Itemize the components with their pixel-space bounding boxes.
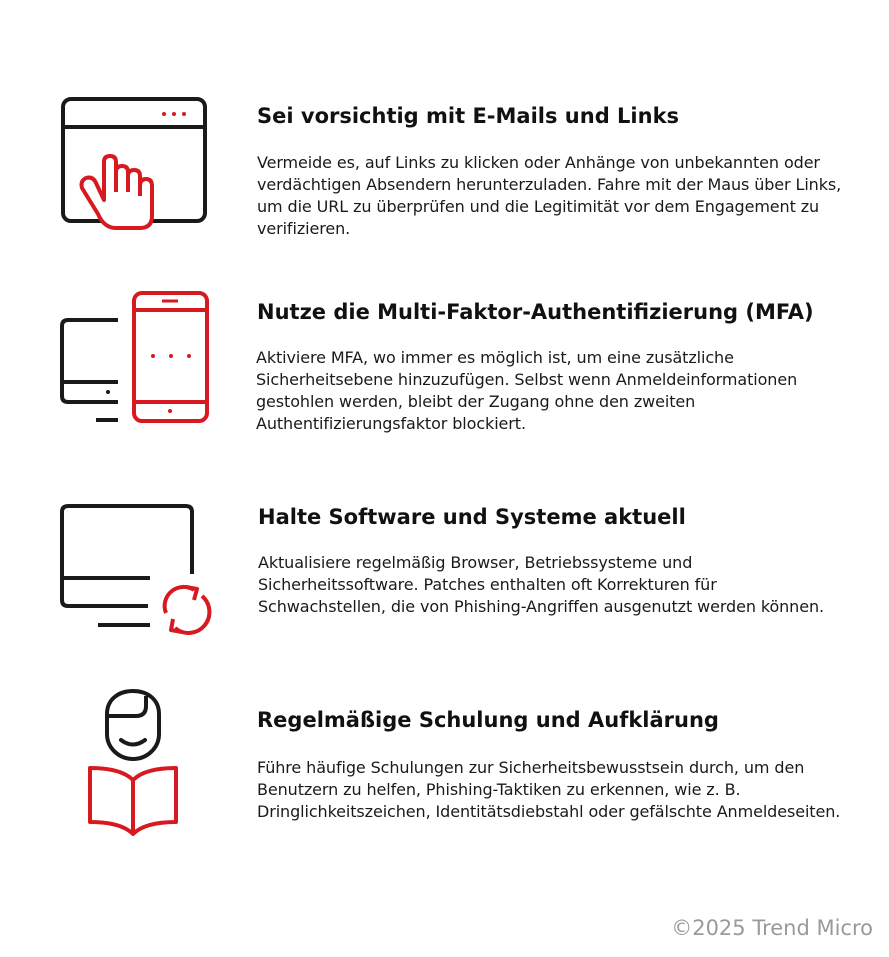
tip-description: Aktiviere MFA, wo immer es möglich ist, um eine zusätzliche Sicherheitsebene hinzuzufügen. Selbst wenn Anmeldeinformationen gestohlen werden, bleibt der Zugang ohne den zweiten Authentifizierungsfaktor blockiert. bbox=[256, 348, 798, 433]
tip-description: Führe häufige Schulungen zur Sicherheitsbewusstsein durch, um den Benutzern zu helfen, Phishing-Taktiken zu erkennen, wie z. B. Dringlichkeitszeichen, Identitätsdiebstahl oder gefälschte Anmeldeseiten. bbox=[257, 758, 841, 821]
monitor-and-smartphone-icon bbox=[58, 290, 213, 425]
tip-title: Halte Software und Systeme aktuell bbox=[258, 505, 686, 529]
tip-description: Aktualisiere regelmäßig Browser, Betriebssysteme und Sicherheitssoftware. Patches enthalten oft Korrekturen für Schwachstellen, die von Phishing-Angriffen ausgenutzt werden können. bbox=[258, 553, 824, 616]
copyright-notice: ©2025 Trend Micro bbox=[671, 916, 873, 940]
tip-title: Sei vorsichtig mit E-Mails und Links bbox=[257, 104, 680, 128]
person-reading-book-icon bbox=[86, 688, 182, 840]
browser-window-pointer-hand-icon bbox=[60, 96, 210, 236]
monitor-refresh-icon bbox=[58, 502, 213, 637]
tip-title: Nutze die Multi-Faktor-Authentifizierung (MFA) bbox=[257, 300, 814, 324]
tip-title: Regelmäßige Schulung und Aufklärung bbox=[257, 708, 719, 732]
tip-description: Vermeide es, auf Links zu klicken oder Anhänge von unbekannten oder verdächtigen Absendern herunterzuladen. Fahre mit der Maus über Links, um die URL zu überprüfen und die Legitimität vor dem Engagement zu verifizieren. bbox=[257, 153, 842, 238]
